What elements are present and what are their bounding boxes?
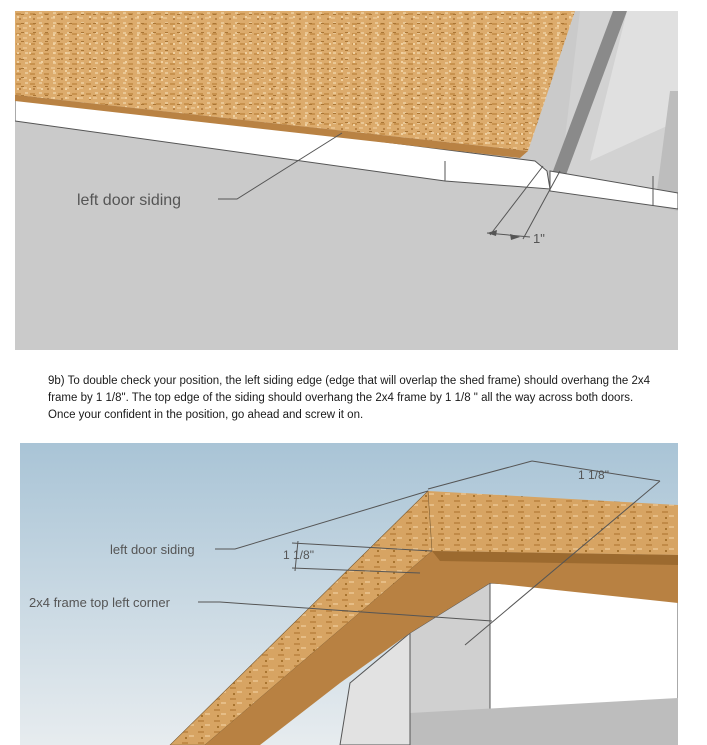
instruction-line: frame by 1 1/8". The top edge of the siding should overhang the 2x4 frame by 1 1/8 " all the way across both doors. — [48, 392, 634, 404]
figure-2-drawing — [20, 443, 678, 745]
figure-1-drawing — [15, 11, 678, 350]
label-left-door-siding: left door siding — [77, 192, 182, 209]
figure-2-perspective-view — [20, 443, 678, 745]
figure-1-top-view — [15, 11, 678, 350]
instruction-line: 9b) To double check your position, the left siding edge (edge that will overlap the shed frame) should overhang the 2x4 — [48, 375, 650, 387]
label-top-overhang: 1 1/8" — [578, 468, 609, 482]
label-frame-top-left-corner: 2x4 frame top left corner — [29, 595, 170, 610]
instruction-text — [48, 373, 698, 424]
label-gap-1-inch: 1" — [533, 231, 545, 246]
label-left-door-siding: left door siding — [110, 542, 195, 557]
label-left-overhang: 1 1/8" — [283, 548, 314, 562]
instruction-line: Once your confident in the position, go ahead and screw it on. — [48, 409, 364, 421]
